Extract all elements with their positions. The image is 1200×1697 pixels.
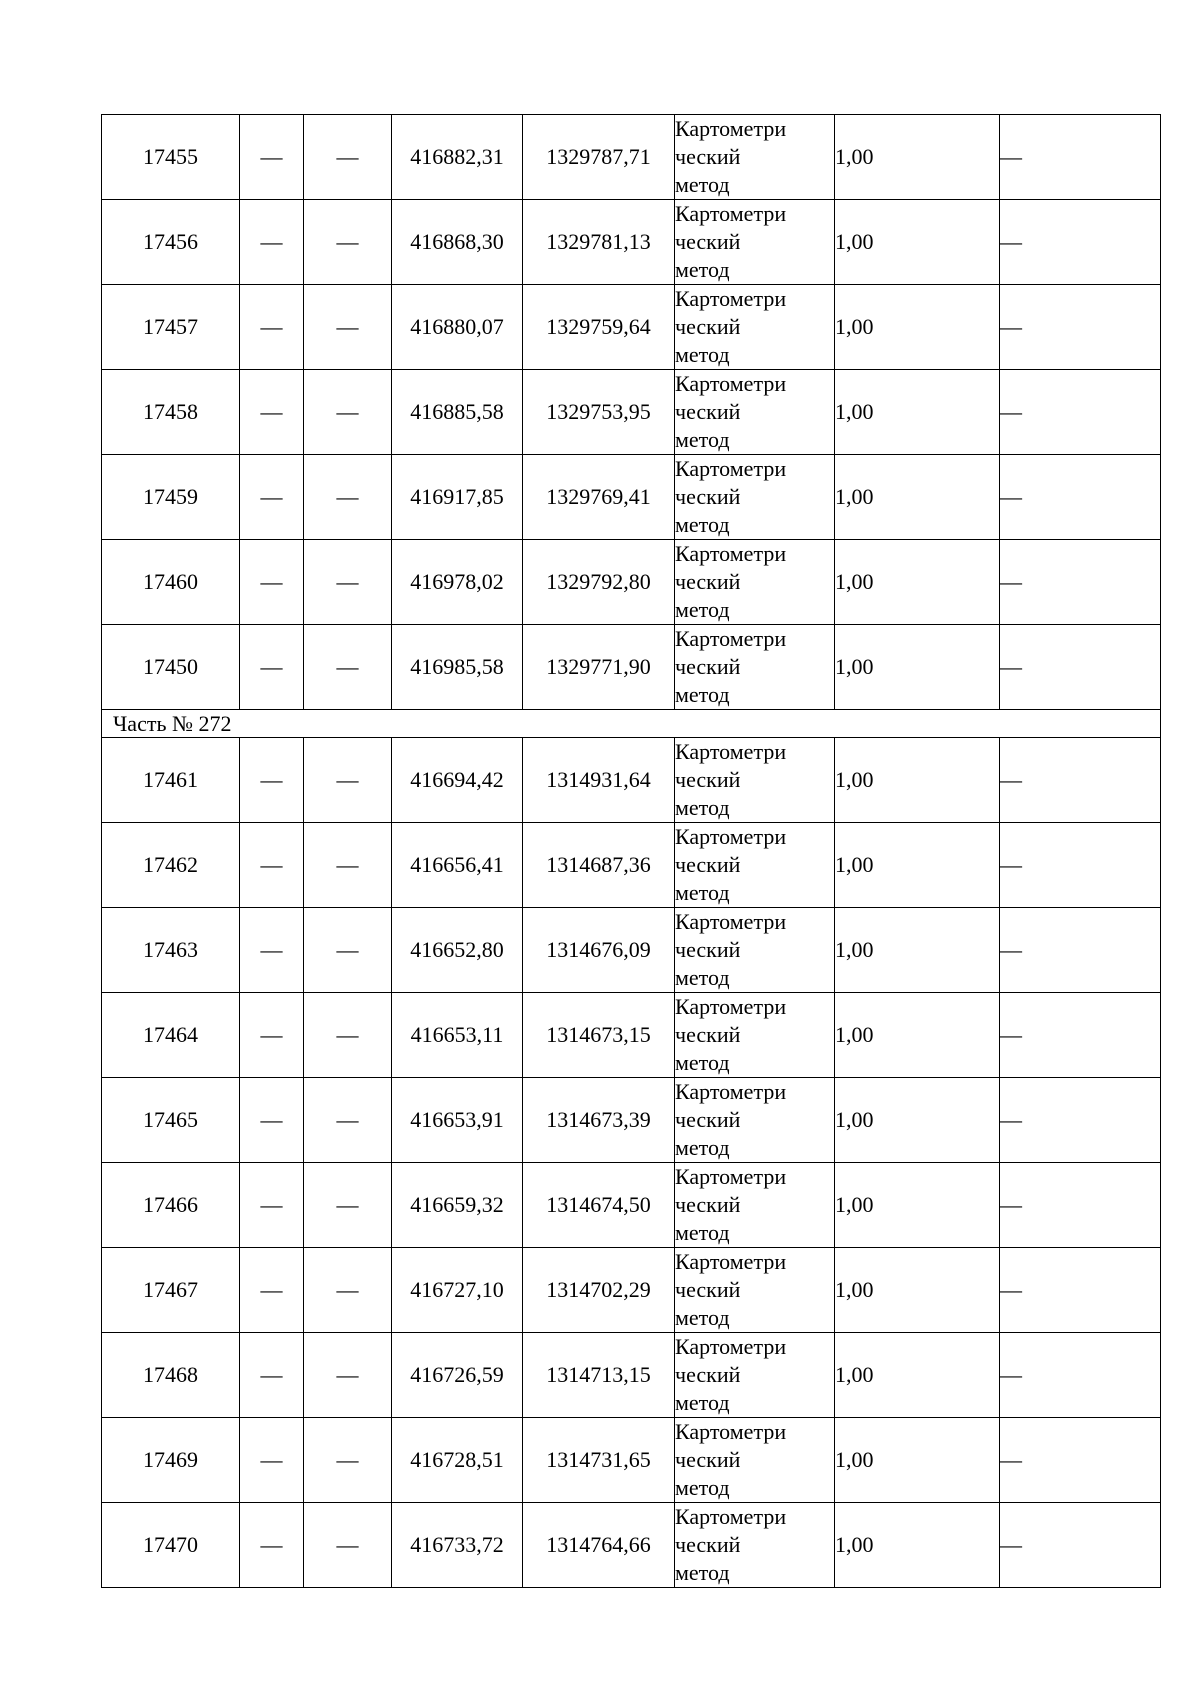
x-coordinate: 416659,32 (392, 1163, 523, 1248)
old-x-cell: — (240, 908, 304, 993)
method-line: метод (675, 512, 730, 537)
old-y-cell: — (304, 1078, 392, 1163)
coordinates-table (101, 114, 1161, 1588)
accuracy-cell: 1,00 (835, 625, 1000, 710)
accuracy-cell: 1,00 (835, 1333, 1000, 1418)
method-line: метод (675, 427, 730, 452)
table-row (102, 1248, 1161, 1333)
method-line: метод (675, 172, 730, 197)
old-x-cell: — (240, 823, 304, 908)
method-line: Картометри (675, 909, 787, 934)
old-y-cell: — (304, 1163, 392, 1248)
description-cell: — (1000, 1163, 1161, 1248)
old-x-cell: — (240, 1503, 304, 1588)
method-line: ческий (675, 937, 741, 962)
method-cell (675, 540, 835, 625)
accuracy-cell: 1,00 (835, 908, 1000, 993)
x-coordinate: 416985,58 (392, 625, 523, 710)
table-body-part-1 (102, 115, 1161, 710)
x-coordinate: 416733,72 (392, 1503, 523, 1588)
description-cell: — (1000, 370, 1161, 455)
description-cell: — (1000, 1333, 1161, 1418)
accuracy-cell: 1,00 (835, 1503, 1000, 1588)
old-x-cell: — (240, 115, 304, 200)
method-line: Картометри (675, 824, 787, 849)
point-number: 17469 (102, 1418, 240, 1503)
table-row (102, 823, 1161, 908)
method-line: Картометри (675, 286, 787, 311)
method-cell (675, 823, 835, 908)
description-cell: — (1000, 1078, 1161, 1163)
table-row (102, 115, 1161, 200)
description-cell: — (1000, 908, 1161, 993)
old-y-cell: — (304, 115, 392, 200)
method-line: метод (675, 257, 730, 282)
x-coordinate: 416656,41 (392, 823, 523, 908)
x-coordinate: 416653,91 (392, 1078, 523, 1163)
description-cell: — (1000, 540, 1161, 625)
point-number: 17468 (102, 1333, 240, 1418)
method-line: ческий (675, 399, 741, 424)
method-line: ческий (675, 1532, 741, 1557)
x-coordinate: 416882,31 (392, 115, 523, 200)
y-coordinate: 1314702,29 (523, 1248, 675, 1333)
method-line: Картометри (675, 739, 787, 764)
accuracy-cell: 1,00 (835, 1163, 1000, 1248)
old-x-cell: — (240, 1333, 304, 1418)
method-line: Картометри (675, 371, 787, 396)
method-line: ческий (675, 569, 741, 594)
method-line: ческий (675, 314, 741, 339)
point-number: 17462 (102, 823, 240, 908)
method-cell (675, 115, 835, 200)
point-number: 17467 (102, 1248, 240, 1333)
accuracy-cell: 1,00 (835, 1248, 1000, 1333)
point-number: 17450 (102, 625, 240, 710)
y-coordinate: 1314673,39 (523, 1078, 675, 1163)
accuracy-cell: 1,00 (835, 823, 1000, 908)
table-row (102, 1333, 1161, 1418)
method-line: Картометри (675, 1419, 787, 1444)
method-cell (675, 455, 835, 540)
method-line: Картометри (675, 456, 787, 481)
method-cell (675, 625, 835, 710)
old-x-cell: — (240, 1248, 304, 1333)
old-x-cell: — (240, 200, 304, 285)
y-coordinate: 1314713,15 (523, 1333, 675, 1418)
old-y-cell: — (304, 285, 392, 370)
y-coordinate: 1314687,36 (523, 823, 675, 908)
x-coordinate: 416727,10 (392, 1248, 523, 1333)
description-cell: — (1000, 1418, 1161, 1503)
y-coordinate: 1314676,09 (523, 908, 675, 993)
accuracy-cell: 1,00 (835, 200, 1000, 285)
x-coordinate: 416652,80 (392, 908, 523, 993)
accuracy-cell: 1,00 (835, 455, 1000, 540)
method-line: метод (675, 597, 730, 622)
old-y-cell: — (304, 1333, 392, 1418)
method-line: Картометри (675, 1504, 787, 1529)
method-line: метод (675, 1305, 730, 1330)
method-line: Картометри (675, 1164, 787, 1189)
method-line: ческий (675, 1192, 741, 1217)
table-row (102, 908, 1161, 993)
table-row (102, 993, 1161, 1078)
method-line: ческий (675, 144, 741, 169)
y-coordinate: 1314931,64 (523, 738, 675, 823)
table-row (102, 1078, 1161, 1163)
old-x-cell: — (240, 285, 304, 370)
point-number: 17455 (102, 115, 240, 200)
method-cell (675, 1078, 835, 1163)
point-number: 17459 (102, 455, 240, 540)
old-y-cell: — (304, 738, 392, 823)
x-coordinate: 416978,02 (392, 540, 523, 625)
x-coordinate: 416868,30 (392, 200, 523, 285)
y-coordinate: 1314673,15 (523, 993, 675, 1078)
old-x-cell: — (240, 370, 304, 455)
y-coordinate: 1329759,64 (523, 285, 675, 370)
method-cell (675, 908, 835, 993)
table-row (102, 370, 1161, 455)
method-line: Картометри (675, 1334, 787, 1359)
method-line: Картометри (675, 994, 787, 1019)
y-coordinate: 1329753,95 (523, 370, 675, 455)
method-line: метод (675, 880, 730, 905)
method-line: Картометри (675, 626, 787, 651)
method-cell (675, 1418, 835, 1503)
method-cell (675, 993, 835, 1078)
old-x-cell: — (240, 993, 304, 1078)
method-line: ческий (675, 1277, 741, 1302)
y-coordinate: 1329792,80 (523, 540, 675, 625)
x-coordinate: 416726,59 (392, 1333, 523, 1418)
point-number: 17466 (102, 1163, 240, 1248)
method-line: Картометри (675, 201, 787, 226)
y-coordinate: 1329787,71 (523, 115, 675, 200)
old-y-cell: — (304, 455, 392, 540)
point-number: 17465 (102, 1078, 240, 1163)
description-cell: — (1000, 115, 1161, 200)
old-y-cell: — (304, 993, 392, 1078)
old-y-cell: — (304, 908, 392, 993)
method-line: Картометри (675, 541, 787, 566)
method-line: метод (675, 1135, 730, 1160)
old-y-cell: — (304, 625, 392, 710)
old-y-cell: — (304, 200, 392, 285)
old-y-cell: — (304, 540, 392, 625)
method-line: метод (675, 682, 730, 707)
table-row (102, 738, 1161, 823)
method-line: метод (675, 1475, 730, 1500)
point-number: 17457 (102, 285, 240, 370)
y-coordinate: 1329771,90 (523, 625, 675, 710)
method-line: Картометри (675, 1079, 787, 1104)
old-x-cell: — (240, 1418, 304, 1503)
accuracy-cell: 1,00 (835, 540, 1000, 625)
y-coordinate: 1329781,13 (523, 200, 675, 285)
method-cell (675, 738, 835, 823)
x-coordinate: 416917,85 (392, 455, 523, 540)
method-cell (675, 1163, 835, 1248)
table-section (102, 710, 1161, 738)
method-line: метод (675, 1560, 730, 1585)
point-number: 17456 (102, 200, 240, 285)
method-line: Картометри (675, 1249, 787, 1274)
accuracy-cell: 1,00 (835, 993, 1000, 1078)
accuracy-cell: 1,00 (835, 115, 1000, 200)
point-number: 17461 (102, 738, 240, 823)
table-row (102, 200, 1161, 285)
y-coordinate: 1314764,66 (523, 1503, 675, 1588)
old-x-cell: — (240, 1163, 304, 1248)
method-line: метод (675, 1050, 730, 1075)
table-row (102, 625, 1161, 710)
table-row (102, 1418, 1161, 1503)
method-cell (675, 1503, 835, 1588)
x-coordinate: 416694,42 (392, 738, 523, 823)
accuracy-cell: 1,00 (835, 370, 1000, 455)
old-y-cell: — (304, 823, 392, 908)
method-line: ческий (675, 1447, 741, 1472)
x-coordinate: 416885,58 (392, 370, 523, 455)
point-number: 17470 (102, 1503, 240, 1588)
point-number: 17464 (102, 993, 240, 1078)
method-cell (675, 1333, 835, 1418)
point-number: 17458 (102, 370, 240, 455)
old-x-cell: — (240, 455, 304, 540)
x-coordinate: 416728,51 (392, 1418, 523, 1503)
section-label: Часть № 272 (102, 710, 1161, 738)
method-line: метод (675, 1220, 730, 1245)
table-row (102, 1503, 1161, 1588)
y-coordinate: 1314731,65 (523, 1418, 675, 1503)
method-line: ческий (675, 229, 741, 254)
old-x-cell: — (240, 1078, 304, 1163)
old-y-cell: — (304, 370, 392, 455)
table-body-part-272 (102, 738, 1161, 1588)
accuracy-cell: 1,00 (835, 285, 1000, 370)
description-cell: — (1000, 1248, 1161, 1333)
method-cell (675, 285, 835, 370)
old-y-cell: — (304, 1503, 392, 1588)
accuracy-cell: 1,00 (835, 1078, 1000, 1163)
description-cell: — (1000, 823, 1161, 908)
old-x-cell: — (240, 738, 304, 823)
method-line: метод (675, 1390, 730, 1415)
y-coordinate: 1314674,50 (523, 1163, 675, 1248)
table-row (102, 540, 1161, 625)
point-number: 17463 (102, 908, 240, 993)
x-coordinate: 416880,07 (392, 285, 523, 370)
description-cell: — (1000, 738, 1161, 823)
table-row (102, 455, 1161, 540)
table-row (102, 1163, 1161, 1248)
method-line: Картометри (675, 116, 787, 141)
x-coordinate: 416653,11 (392, 993, 523, 1078)
method-cell (675, 1248, 835, 1333)
old-y-cell: — (304, 1418, 392, 1503)
method-line: метод (675, 795, 730, 820)
method-line: ческий (675, 767, 741, 792)
method-line: ческий (675, 852, 741, 877)
method-cell (675, 200, 835, 285)
point-number: 17460 (102, 540, 240, 625)
method-line: ческий (675, 1022, 741, 1047)
accuracy-cell: 1,00 (835, 1418, 1000, 1503)
y-coordinate: 1329769,41 (523, 455, 675, 540)
accuracy-cell: 1,00 (835, 738, 1000, 823)
old-y-cell: — (304, 1248, 392, 1333)
method-line: ческий (675, 484, 741, 509)
method-line: метод (675, 965, 730, 990)
old-x-cell: — (240, 540, 304, 625)
description-cell: — (1000, 1503, 1161, 1588)
description-cell: — (1000, 285, 1161, 370)
old-x-cell: — (240, 625, 304, 710)
method-cell (675, 370, 835, 455)
description-cell: — (1000, 993, 1161, 1078)
description-cell: — (1000, 455, 1161, 540)
description-cell: — (1000, 200, 1161, 285)
section-row (102, 710, 1161, 738)
method-line: ческий (675, 1107, 741, 1132)
method-line: ческий (675, 654, 741, 679)
description-cell: — (1000, 625, 1161, 710)
method-line: ческий (675, 1362, 741, 1387)
method-line: метод (675, 342, 730, 367)
table-row (102, 285, 1161, 370)
